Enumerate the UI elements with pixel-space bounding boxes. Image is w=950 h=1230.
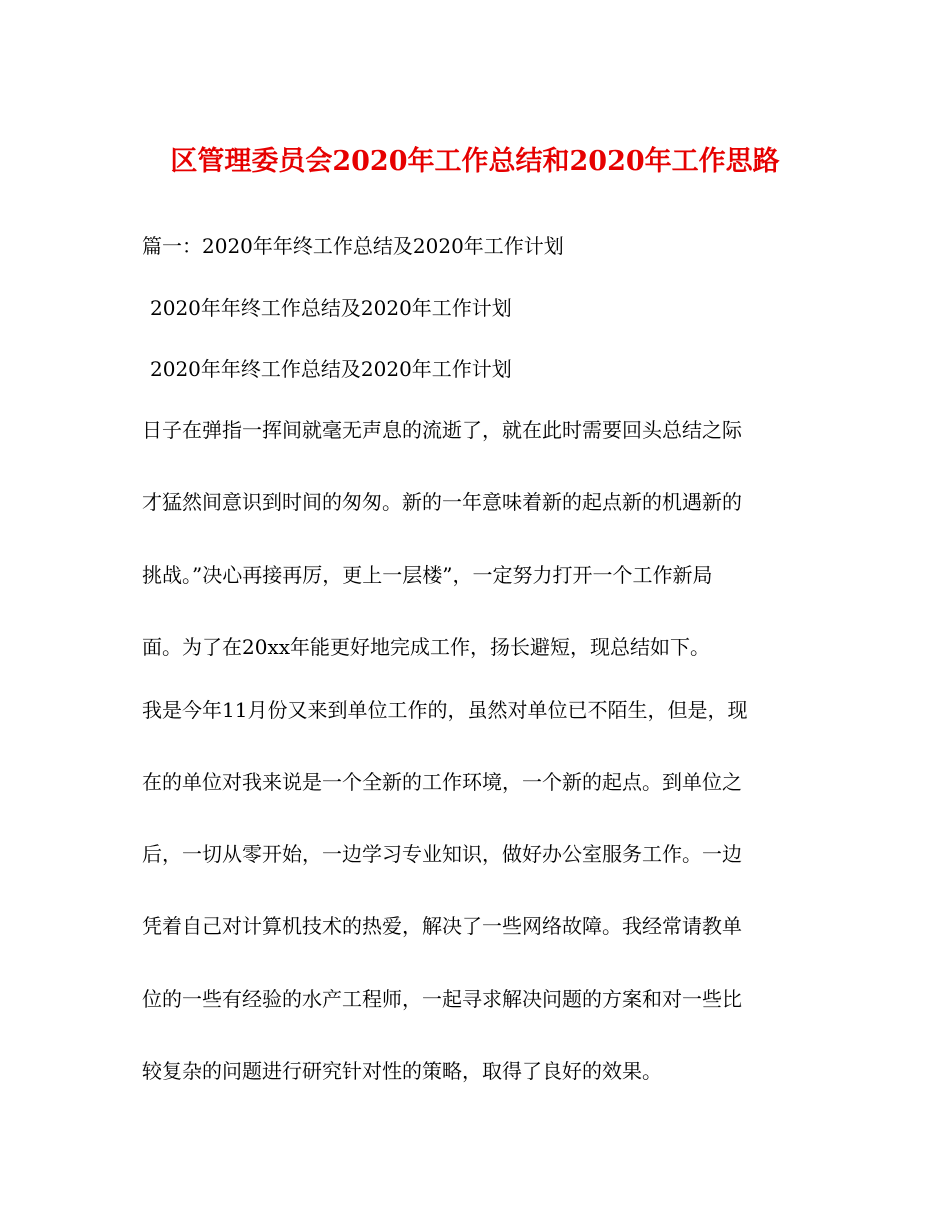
paragraph2-line-5: 位的一些有经验的水产工程师，一起寻求解决问题的方案和对一些比 xyxy=(142,987,742,1011)
paragraph2-line-3: 后，一切从零开始，一边学习专业知识，做好办公室服务工作。一边 xyxy=(142,842,742,866)
document-title: 区管理委员会2020年工作总结和2020年工作思路 xyxy=(170,146,780,177)
paragraph2-line-6: 较复杂的问题进行研究针对性的策略，取得了良好的效果。 xyxy=(142,1059,662,1083)
paragraph1-line-1: 日子在弹指一挥间就毫无声息的流逝了，就在此时需要回头总结之际 xyxy=(142,418,742,442)
paragraph2-line-1: 我是今年11月份又来到单位工作的，虽然对单位已不陌生，但是，现 xyxy=(142,698,748,722)
paragraph2-line-4: 凭着自己对计算机技术的热爱，解决了一些网络故障。我经常请教单 xyxy=(142,914,742,938)
paragraph1-line-4: 面。为了在20xx年能更好地完成工作，扬长避短，现总结如下。 xyxy=(142,635,711,659)
paragraph1-line-3: 挑战。”决心再接再厉，更上一层楼”，一定努力打开一个工作新局 xyxy=(142,563,713,587)
heading-line-2: 2020年年终工作总结及2020年工作计划 xyxy=(150,296,512,320)
heading-line-3: 2020年年终工作总结及2020年工作计划 xyxy=(150,357,512,381)
heading-line-1: 篇一：2020年年终工作总结及2020年工作计划 xyxy=(142,234,564,258)
paragraph2-line-2: 在的单位对我来说是一个全新的工作环境，一个新的起点。到单位之 xyxy=(142,770,742,794)
paragraph1-line-2: 才猛然间意识到时间的匆匆。新的一年意味着新的起点新的机遇新的 xyxy=(142,490,742,514)
